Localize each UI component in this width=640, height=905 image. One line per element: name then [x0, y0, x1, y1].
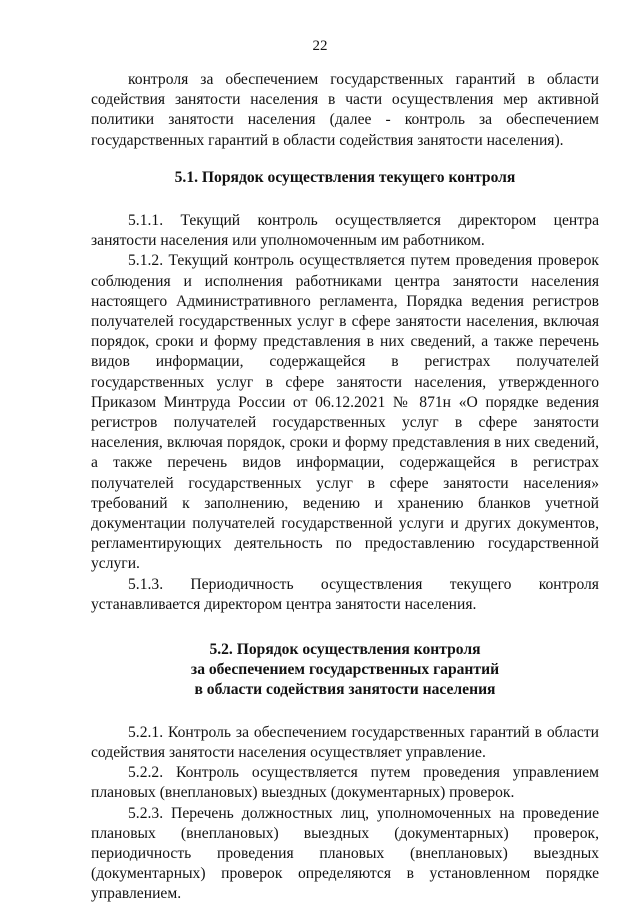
paragraph-5-2-2: 5.2.2. Контроль осуществляется путем проведения управлением плановых (внеплановых) выездных (документарных) проверок. [91, 764, 599, 802]
page-number: 22 [312, 38, 328, 54]
section-heading-5-2-line-1: 5.2. Порядок осуществления контроля [209, 641, 481, 659]
section-heading-5-2-line-2: за обеспечением государственных гарантий [190, 661, 500, 679]
intro-paragraph: контроля за обеспечением государственных гарантий в области содействия занятости населения в части осуществления мер активной политики занятости населения (далее - контроль за обеспечением государственных гарантий в области содействия занятости населения). [91, 71, 599, 149]
paragraph-5-1-2: 5.1.2. Текущий контроль осуществляется путем проведения проверок соблюдения и исполнения работниками центра занятости населения настоящего Административного регламента, Порядка ведения регистров получателей государственных услуг в сфере занятости населения, включая порядок, сроки и форму представления в них сведений, а также перечень видов информации, содержащейся в регистрах получателей государственных услуг в сфере занятости населения, утвержденного Приказом Минтруда России от 06.12.2021 № 871н «О порядке ведения регистров получателей государственных услуг в сфере занятости населения, включая порядок, сроки и форму представления в них сведений, а также перечень видов информации, содержащейся в регистрах получателей государственных услуг в сфере занятости населения» требований к заполнению, ведению и хранению бланков учетной документации получателей государственной услуги и других документов, регламентирующих деятельность по предоставлению государственной услуги. [91, 252, 599, 573]
document-body [91, 70, 599, 905]
paragraph-5-2-3: 5.2.3. Перечень должностных лиц, уполномоченных на проведение плановых (внеплановых) выездных (документарных) проверок, периодичность проведения плановых (внеплановых) выездных (документарных) проверок определяются в установленном порядке управлением. [91, 804, 599, 903]
paragraph-5-1-1: 5.1.1. Текущий контроль осуществляется директором центра занятости населения или уполномоченным им работником. [91, 212, 599, 250]
paragraph-5-1-3: 5.1.3. Периодичность осуществления текущего контроля устанавливается директором центра занятости населения. [91, 575, 599, 613]
paragraph-5-2-1: 5.2.1. Контроль за обеспечением государственных гарантий в области содействия занятости населения осуществляет управление. [91, 723, 599, 761]
section-heading-5-2 [91, 640, 599, 701]
section-heading-5-1: 5.1. Порядок осуществления текущего контроля [174, 168, 516, 186]
section-heading-5-2-line-3: в области содействия занятости населения [194, 681, 496, 699]
